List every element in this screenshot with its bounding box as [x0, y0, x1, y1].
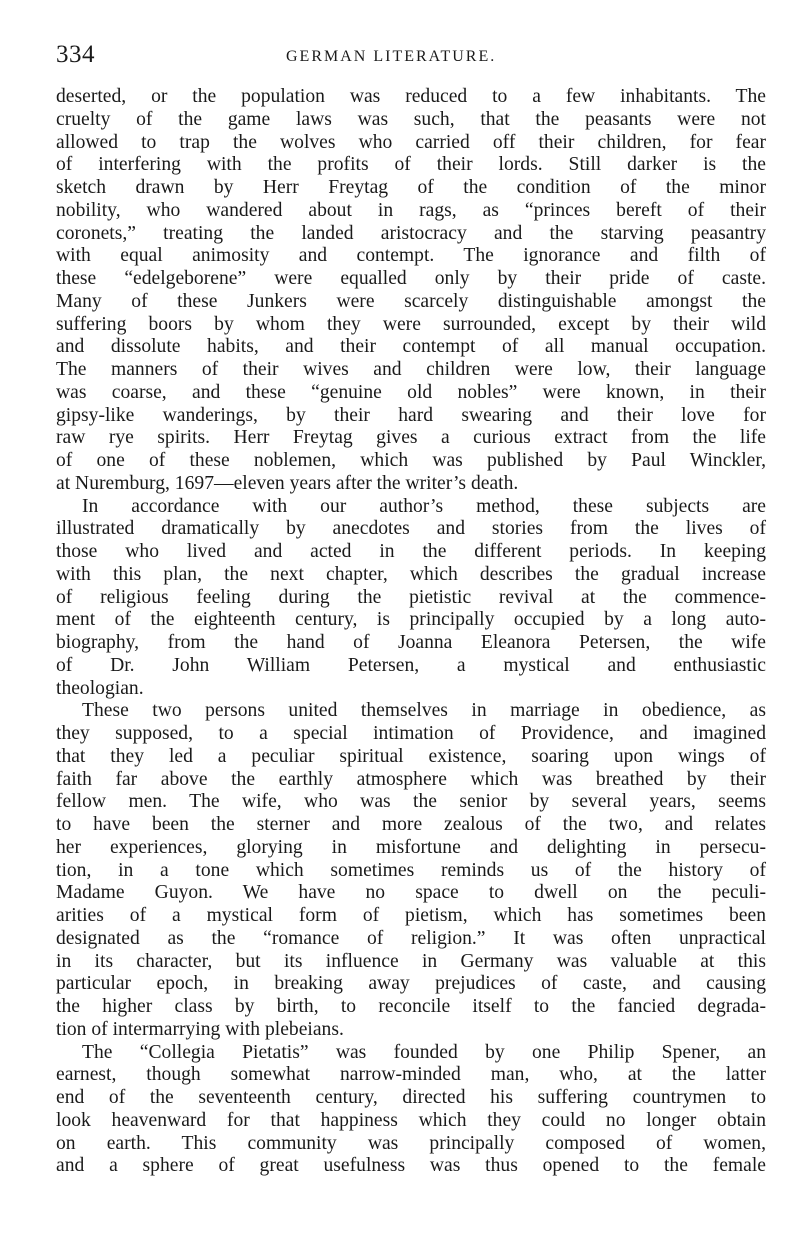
text-line: her experiences, glorying in misfortune and delighting in persecu- [56, 836, 766, 858]
text-line: theologian. [56, 677, 144, 699]
text-line: look heavenward for that happiness which they could no longer obtain [56, 1109, 766, 1131]
running-title: GERMAN LITERATURE. [286, 48, 497, 65]
running-header [56, 38, 766, 72]
text-line: particular epoch, in breaking away prejudices of caste, and causing [56, 973, 766, 995]
text-line: of religious feeling during the pietistic revival at the commence- [56, 586, 766, 608]
text-line: fellow men. The wife, who was the senior by several years, seems [56, 791, 766, 813]
text-line: biography, from the hand of Joanna Eleanora Petersen, the wife [56, 632, 766, 653]
text-line: illustrated dramatically by anecdotes and stories from the lives of [56, 518, 766, 540]
text-line: the higher class by birth, to reconcile itself to the fancied degrada- [56, 996, 766, 1017]
text-line: those who lived and acted in the different periods. In keeping [56, 541, 766, 562]
text-line: with this plan, the next chapter, which describes the gradual increase [56, 563, 766, 585]
text-line: These two persons united themselves in marriage in obedience, as [82, 700, 766, 722]
text-line: and a sphere of great usefulness was thus opened to the female [56, 1155, 766, 1177]
text-line: coronets,” treating the landed aristocracy and the starving peasantry [56, 222, 766, 244]
text-line: tion of intermarrying with plebeians. [56, 1018, 344, 1040]
text-line: faith far above the earthly atmosphere which was breathed by their [56, 768, 766, 790]
text-line: gipsy-like wanderings, by their hard swearing and their love for [56, 404, 766, 426]
text-line: end of the seventeenth century, directed his suffering countrymen to [56, 1087, 766, 1108]
text-line: these “edelgeborene” were equalled only by their pride of caste. [56, 268, 766, 289]
text-line: at Nuremburg, 1697—eleven years after the writer’s death. [56, 472, 519, 494]
text-line: designated as the “romance of religion.” It was often unpractical [56, 927, 766, 949]
text-line: suffering boors by whom they were surrounded, except by their wild [56, 313, 766, 335]
text-line: of interfering with the profits of their lords. Still darker is the [56, 154, 766, 176]
text-line: tion, in a tone which sometimes reminds us of the history of [56, 859, 766, 881]
page-number: 334 [56, 41, 95, 68]
text-line: The “Collegia Pietatis” was founded by one Philip Spener, an [82, 1041, 766, 1063]
text-line: with equal animosity and contempt. The ignorance and filth of [56, 245, 766, 267]
text-line: In accordance with our author’s method, these subjects are [82, 495, 766, 517]
text-line: cruelty of the game laws was such, that the peasants were not [56, 108, 766, 130]
text-line: they supposed, to a special intimation of Providence, and imagined [56, 723, 766, 744]
text-line: of Dr. John William Petersen, a mystical and enthusiastic [56, 654, 766, 676]
text-line: The manners of their wives and children were low, their language [56, 359, 766, 380]
text-line: sketch drawn by Herr Freytag of the condition of the minor [56, 177, 766, 198]
text-line: that they led a peculiar spiritual existence, soaring upon wings of [56, 745, 766, 767]
text-line: in its character, but its influence in Germany was valuable at this [56, 950, 766, 972]
text-line: deserted, or the population was reduced to a few inhabitants. The [56, 86, 766, 107]
text-line: Madame Guyon. We have no space to dwell on the peculi- [56, 882, 766, 904]
text-line: was coarse, and these “genuine old nobles” were known, in their [56, 381, 766, 403]
text-line: raw rye spirits. Herr Freytag gives a curious extract from the life [56, 427, 766, 449]
text-line: allowed to trap the wolves who carried off their children, for fear [56, 131, 766, 153]
text-line: on earth. This community was principally composed of women, [56, 1132, 766, 1154]
text-line: to have been the sterner and more zealous of the two, and relates [56, 814, 766, 835]
text-line: arities of a mystical form of pietism, which has sometimes been [56, 905, 766, 926]
text-line: and dissolute habits, and their contempt of all manual occupation. [56, 336, 766, 358]
text-line: Many of these Junkers were scarcely distinguishable amongst the [56, 290, 766, 312]
body-text [56, 86, 766, 1178]
text-line: nobility, who wandered about in rags, as “princes bereft of their [56, 199, 766, 221]
text-line: of one of these noblemen, which was published by Paul Winckler, [56, 450, 766, 471]
text-line: earnest, though somewhat narrow-minded man, who, at the latter [56, 1064, 766, 1086]
text-line: ment of the eighteenth century, is principally occupied by a long auto- [56, 609, 766, 631]
